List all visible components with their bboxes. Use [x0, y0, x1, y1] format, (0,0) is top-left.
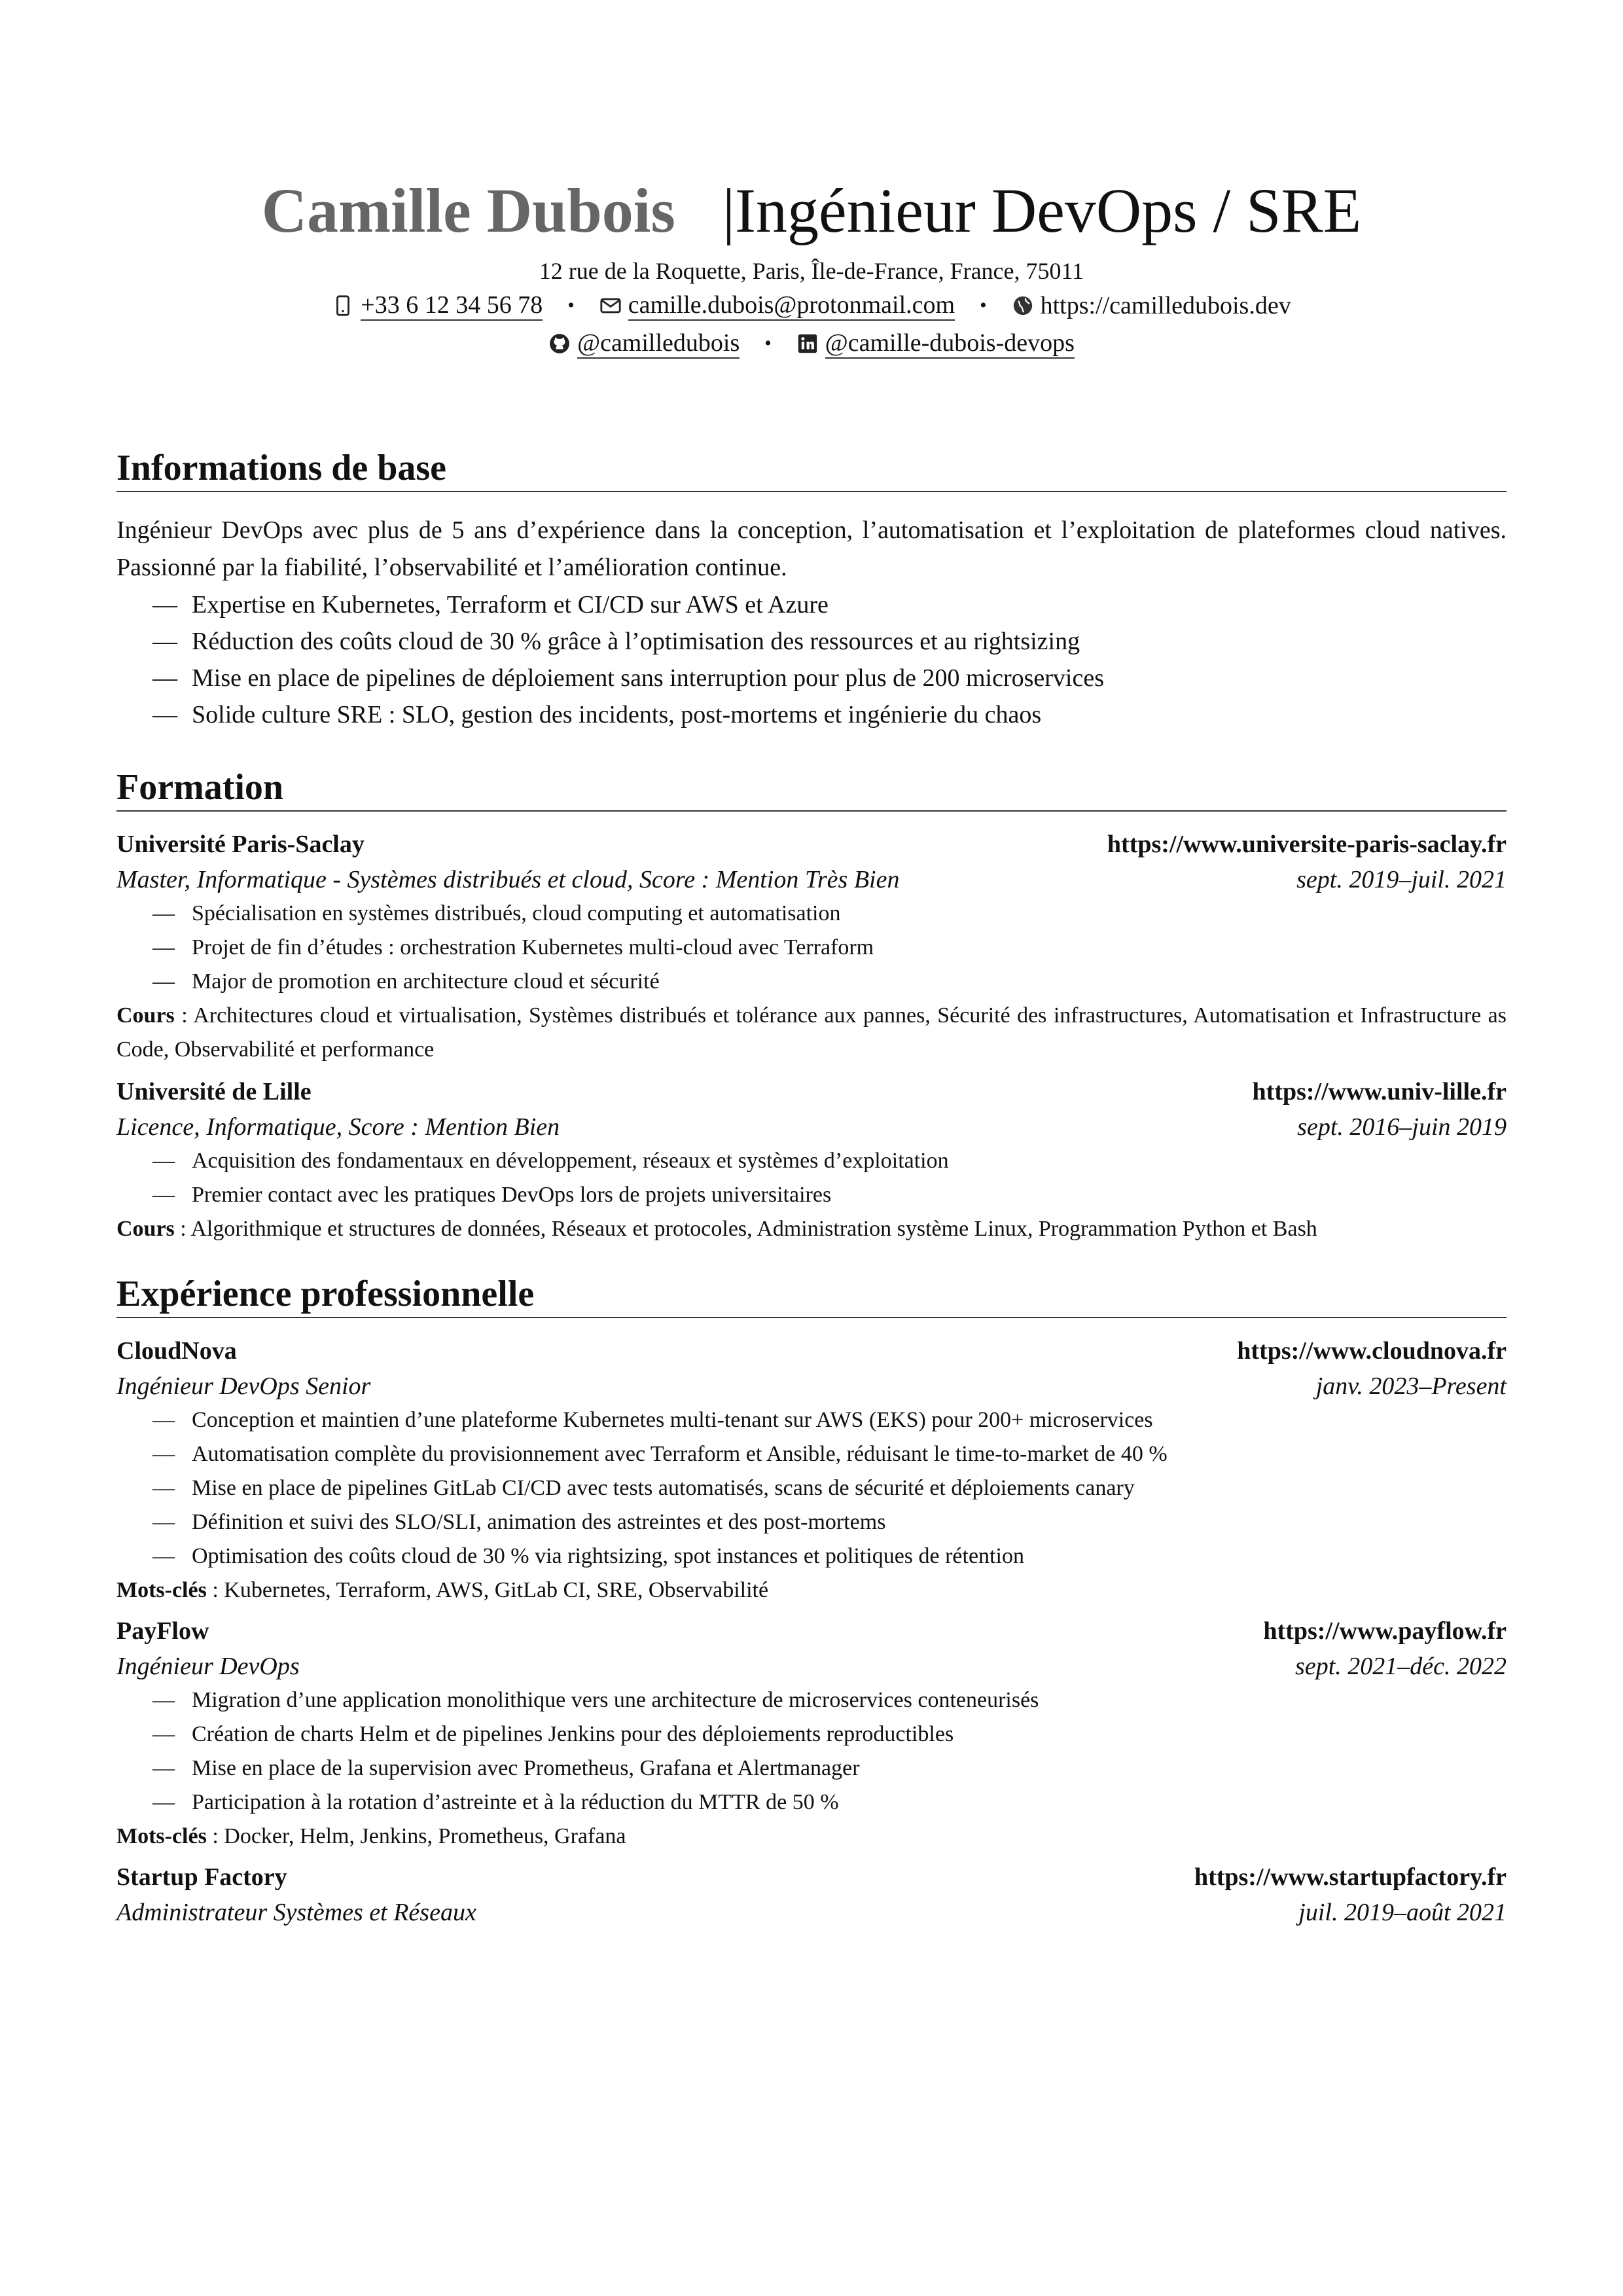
courses [116, 1212, 1507, 1246]
list-item: — Mise en place de la supervision avec Prometheus, Grafana et Alertmanager [152, 1751, 1507, 1785]
keywords-label: Mots-clés [116, 1578, 207, 1602]
list-item: — Conception et maintien d’une plateforme Kubernetes multi-tenant sur AWS (EKS) pour 200+ microservices [152, 1403, 1507, 1437]
phone-contact[interactable] [332, 291, 543, 321]
summary-list [116, 586, 1507, 733]
institution-url[interactable]: https://www.universite-paris-saclay.fr [1107, 831, 1507, 858]
keywords-text: : Docker, Helm, Jenkins, Prometheus, Grafana [206, 1824, 626, 1848]
list-item: — Mise en place de pipelines de déploiement sans interruption pour plus de 200 microservices [152, 660, 1507, 696]
list-item: — Spécialisation en systèmes distribués, cloud computing et automatisation [152, 897, 1507, 931]
github-handle[interactable]: @camilledubois [577, 329, 740, 359]
list-item: — Solide culture SRE : SLO, gestion des incidents, post-mortems et ingénierie du chaos [152, 696, 1507, 733]
role: Ingénieur DevOps [116, 1653, 300, 1680]
courses [116, 999, 1507, 1067]
company-url[interactable]: https://www.cloudnova.fr [1237, 1337, 1507, 1365]
dates: juil. 2019–août 2021 [1298, 1899, 1507, 1926]
list-item: — Automatisation complète du provisionnement avec Terraform et Ansible, réduisant le time-to-market de 40 % [152, 1437, 1507, 1471]
list-item: — Mise en place de pipelines GitLab CI/CD avec tests automatisés, scans de sécurité et déploiements canary [152, 1471, 1507, 1505]
section-title: Expérience professionnelle [116, 1272, 1507, 1318]
contact-row-2 [116, 325, 1507, 363]
education-section [116, 766, 1507, 1246]
company-name: Startup Factory [116, 1863, 287, 1891]
summary-section [116, 446, 1507, 733]
experience-entry [116, 1613, 1507, 1854]
experience-entry [116, 1859, 1507, 1929]
phone-number[interactable]: +33 6 12 34 56 78 [361, 291, 543, 321]
dates: sept. 2021–déc. 2022 [1295, 1653, 1507, 1680]
degree: Master, Informatique - Systèmes distribués et cloud, Score : Mention Très Bien [116, 866, 900, 893]
github-icon [548, 332, 571, 355]
name-title-line [255, 175, 1368, 246]
list-item: — Projet de fin d’études : orchestration Kubernetes multi-cloud avec Terraform [152, 931, 1507, 965]
list-item: — Major de promotion en architecture cloud et sécurité [152, 965, 1507, 999]
website-contact[interactable] [1012, 291, 1291, 320]
linkedin-icon [796, 332, 819, 355]
linkedin-handle[interactable]: @camille-dubois-devops [825, 329, 1075, 359]
courses-text: : Architectures cloud et virtualisation, Systèmes distribués et tolérance aux pannes, Sécurité des infrastructures, Automatisation et Infrastructure as Code, Observabilité et performance [116, 1003, 1507, 1062]
list-item: — Migration d’une application monolithique vers une architecture de microservices conteneurisés [152, 1683, 1507, 1717]
dates: sept. 2019–juil. 2021 [1296, 866, 1507, 893]
list-item: — Optimisation des coûts cloud de 30 % via rightsizing, spot instances et politiques de rétention [152, 1539, 1507, 1573]
entry-list [116, 1403, 1507, 1573]
courses-text: : Algorithmique et structures de données, Réseaux et protocoles, Administration système Linux, Programmation Python et Bash [174, 1217, 1317, 1241]
institution-name: Université de Lille [116, 1078, 312, 1105]
company-name: PayFlow [116, 1617, 209, 1645]
company-url[interactable]: https://www.payflow.fr [1263, 1617, 1507, 1645]
experience-entry [116, 1333, 1507, 1607]
linkedin-contact[interactable] [796, 329, 1075, 359]
dates: janv. 2023–Present [1315, 1372, 1507, 1400]
candidate-name: Camille Dubois [261, 175, 675, 245]
contact-separator: • [567, 295, 575, 316]
role: Ingénieur DevOps Senior [116, 1372, 371, 1400]
list-item: — Création de charts Helm et de pipelines Jenkins pour des déploiements reproductibles [152, 1717, 1507, 1751]
section-title: Informations de base [116, 446, 1507, 492]
company-url[interactable]: https://www.startupfactory.fr [1194, 1863, 1507, 1891]
keywords-label: Mots-clés [116, 1824, 207, 1848]
entry-list [116, 897, 1507, 999]
list-item: — Premier contact avec les pratiques DevOps lors de projets universitaires [152, 1178, 1507, 1212]
institution-name: Université Paris-Saclay [116, 831, 365, 858]
keywords [116, 1573, 1507, 1607]
website-url[interactable]: https://camilledubois.dev [1040, 292, 1291, 319]
degree: Licence, Informatique, Score : Mention Bien [116, 1113, 560, 1141]
list-item: — Participation à la rotation d’astreinte et à la réduction du MTTR de 50 % [152, 1785, 1507, 1820]
section-title: Formation [116, 766, 1507, 812]
education-entry [116, 826, 1507, 1067]
phone-icon [332, 295, 354, 317]
job-title: Ingénieur DevOps / SRE [735, 175, 1362, 245]
keywords-text: : Kubernetes, Terraform, AWS, GitLab CI, SRE, Observabilité [206, 1578, 769, 1602]
list-item: — Définition et suivi des SLO/SLI, animation des astreintes et des post-mortems [152, 1505, 1507, 1539]
entry-list [116, 1144, 1507, 1212]
company-name: CloudNova [116, 1337, 237, 1365]
name-separator: | [722, 175, 736, 245]
keywords [116, 1820, 1507, 1854]
contact-separator: • [980, 295, 987, 316]
courses-label: Cours [116, 1217, 175, 1241]
resume-header [116, 0, 1507, 363]
dates: sept. 2016–juin 2019 [1297, 1113, 1507, 1141]
email-address[interactable]: camille.dubois@protonmail.com [628, 291, 955, 321]
institution-url[interactable]: https://www.univ-lille.fr [1252, 1078, 1507, 1105]
role: Administrateur Systèmes et Réseaux [116, 1899, 476, 1926]
contact-separator: • [764, 332, 772, 354]
address: 12 rue de la Roquette, Paris, Île-de-France, France, 75011 [539, 258, 1084, 284]
list-item: — Acquisition des fondamentaux en développement, réseaux et systèmes d’exploitation [152, 1144, 1507, 1178]
entry-list [116, 1683, 1507, 1820]
globe-icon [1012, 295, 1034, 317]
education-entry [116, 1073, 1507, 1246]
experience-section [116, 1272, 1507, 1929]
github-contact[interactable] [548, 329, 740, 359]
email-icon [599, 295, 622, 317]
list-item: — Expertise en Kubernetes, Terraform et CI/CD sur AWS et Azure [152, 586, 1507, 623]
courses-label: Cours [116, 1003, 175, 1028]
list-item: — Réduction des coûts cloud de 30 % grâce à l’optimisation des ressources et au rightsizing [152, 623, 1507, 660]
summary-text: Ingénieur DevOps avec plus de 5 ans d’expérience dans la conception, l’automatisation et l’exploitation de plateformes cloud natives. Passionné par la fiabilité, l’observabilité et l’amélioration continue. [116, 516, 1507, 581]
email-contact[interactable] [599, 291, 955, 321]
contact-row-1 [116, 287, 1507, 325]
